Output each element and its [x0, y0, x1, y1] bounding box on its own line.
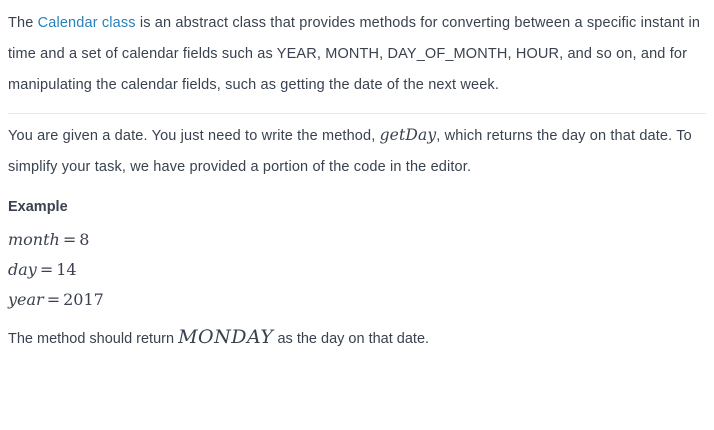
task-text-before-method: You are given a date. You just need to write the method,	[8, 128, 380, 144]
calendar-class-link[interactable]: Calendar class	[37, 15, 136, 31]
variable-day	[8, 255, 706, 285]
variable-year-value: 2017	[63, 290, 104, 309]
variable-day-name: day	[8, 260, 37, 279]
expected-day-value: MONDAY	[178, 326, 274, 348]
variable-year	[8, 285, 706, 315]
section-divider	[8, 113, 706, 114]
variable-year-equals: =	[46, 290, 61, 309]
closing-text-before-day: The method should return	[8, 331, 179, 347]
variable-year-name: year	[8, 290, 44, 309]
variable-month	[8, 225, 706, 255]
example-heading: Example	[8, 199, 68, 215]
task-text-after-method: , which returns the day on that date. To simplify your task, we have provided a portion of the code in the editor.	[8, 128, 692, 175]
variable-month-value: 8	[79, 230, 90, 249]
task-paragraph	[8, 118, 706, 183]
variable-month-equals: =	[62, 230, 77, 249]
intro-text-before-link: The	[8, 15, 38, 31]
variable-day-equals: =	[39, 260, 54, 279]
closing-text-after-day: as the day on that date.	[273, 331, 430, 347]
method-name: getDay	[379, 126, 437, 144]
variable-month-name: month	[8, 230, 60, 249]
closing-paragraph	[8, 323, 706, 353]
variable-day-value: 14	[56, 260, 77, 279]
intro-text-after-link: is an abstract class that provides methods for converting between a specific instant in time and a set of calendar fields such as YEAR, MONTH, DAY_OF_MONTH, HOUR, and so on, and for manipulating the calendar fields, such as getting the date of the next week.	[8, 15, 701, 93]
intro-paragraph	[8, 8, 706, 107]
